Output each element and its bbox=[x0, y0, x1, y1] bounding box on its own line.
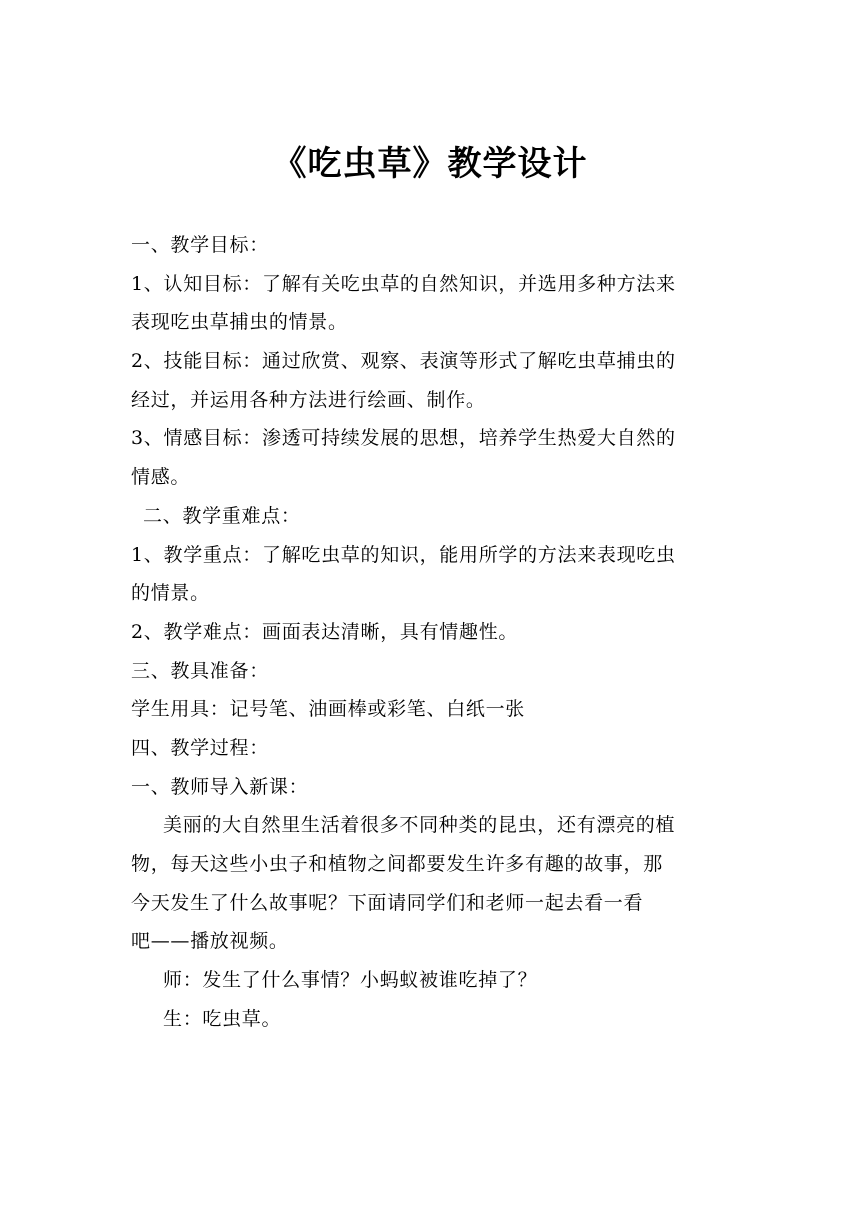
paragraph-line: 表现吃虫草捕虫的情景。 bbox=[131, 311, 348, 334]
section-heading-key-points: 二、教学重难点： bbox=[143, 504, 301, 527]
paragraph-line: 经过，并运用各种方法进行绘画、制作。 bbox=[131, 388, 486, 411]
paragraph-line: 今天发生了什么故事呢？下面请同学们和老师一起去看一看 bbox=[131, 891, 644, 914]
paragraph-line: 学生用具：记号笔、油画棒或彩笔、白纸一张 bbox=[131, 698, 526, 721]
section-heading-materials: 三、教具准备： bbox=[131, 659, 269, 682]
paragraph-line: 吧——播放视频。 bbox=[131, 930, 289, 953]
paragraph-line: 情感。 bbox=[131, 466, 191, 489]
paragraph-line: 美丽的大自然里生活着很多不同种类的昆虫，还有漂亮的植 bbox=[163, 814, 676, 837]
paragraph-line: 3、情感目标：渗透可持续发展的思想，培养学生热爱大自然的 bbox=[131, 427, 676, 450]
document-title: 《吃虫草》教学设计 bbox=[272, 144, 588, 184]
section-heading-process: 四、教学过程： bbox=[131, 736, 269, 759]
section-heading-introduction: 一、教师导入新课： bbox=[131, 775, 309, 798]
section-heading-objectives: 一、教学目标： bbox=[131, 234, 269, 256]
paragraph-line: 1、教学重点：了解吃虫草的知识，能用所学的方法来表现吃虫 bbox=[131, 543, 676, 566]
document-body bbox=[131, 226, 731, 1038]
dialogue-line-teacher: 师：发生了什么事情？小蚂蚁被谁吃掉了？ bbox=[163, 969, 538, 992]
dialogue-line-student: 生：吃虫草。 bbox=[163, 1007, 282, 1030]
paragraph-line: 1、认知目标：了解有关吃虫草的自然知识，并选用多种方法来 bbox=[131, 272, 676, 295]
paragraph-line: 物，每天这些小虫子和植物之间都要发生许多有趣的故事，那 bbox=[131, 853, 663, 875]
paragraph-line: 2、教学难点：画面表达清晰，具有情趣性。 bbox=[131, 620, 519, 643]
paragraph-line: 2、技能目标：通过欣赏、观察、表演等形式了解吃虫草捕虫的 bbox=[131, 350, 676, 373]
paragraph-line: 的情景。 bbox=[131, 582, 210, 605]
